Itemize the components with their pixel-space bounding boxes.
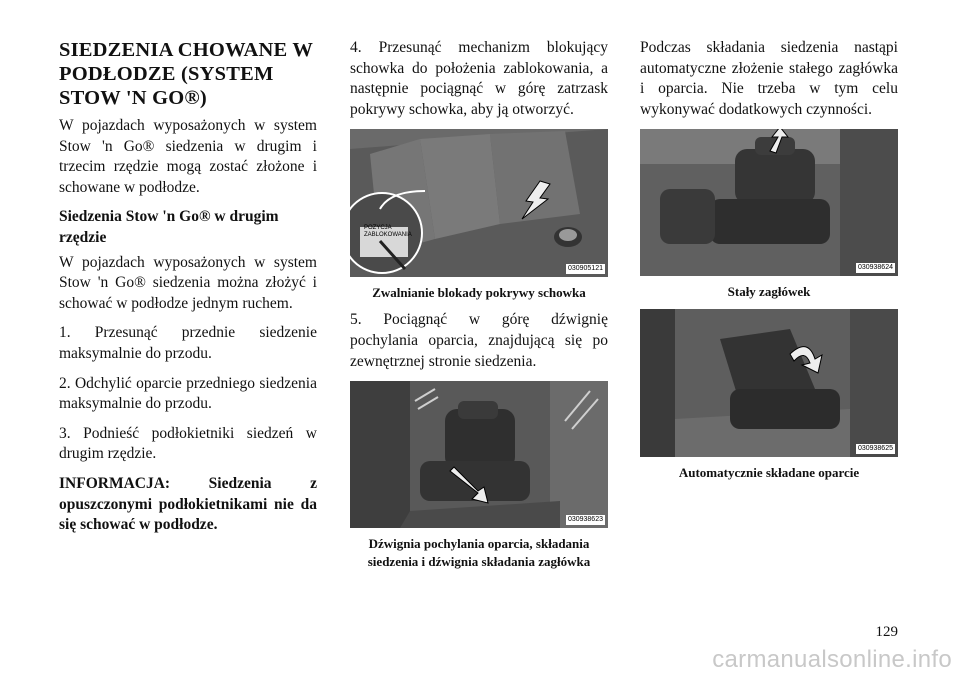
- figure-code: 030938624: [857, 264, 893, 272]
- col3-paragraph: Podczas składania siedzenia nastąpi automatyczne złożenie stałego zagłówka i oparcia. Nie trzeba w tym celu wykonywać dodatkowych czynności.: [640, 39, 898, 118]
- intro-paragraph: W pojazdach wyposażonych w system Stow 'n Go® siedzenia w drugim i trzecim rzędzie mogą zostać złożone i schowane w podłodze.: [59, 117, 317, 196]
- figure-caption: Dźwignia pochylania oparcia, składania siedzenia i dźwignia składania zagłówka: [367, 536, 591, 570]
- step-1: 1. Przesunąć przednie siedzenie maksymalnie do przodu.: [59, 324, 317, 362]
- section-heading: SIEDZENIA CHOWANE W PODŁODZE (SYSTEM STOW 'N GO®): [59, 39, 313, 109]
- figure-fixed-headrest: [640, 129, 898, 276]
- step-4: 4. Przesunąć mechanizm blokujący schowka do położenia zablokowania, a następnie pociągnąć w górę zatrzask pokrywy schowka, aby ją otworzyć.: [350, 39, 608, 118]
- storage-lid-illustration: [350, 129, 608, 277]
- figure-code: 030938625: [857, 445, 893, 453]
- step-5: 5. Pociągnąć w górę dźwignię pochylania oparcia, znajdującą się po zewnętrznej stronie siedzenia.: [350, 311, 608, 370]
- column-right: [640, 38, 898, 490]
- column-left: [59, 38, 317, 545]
- figure-storage-lid: [350, 129, 608, 277]
- subintro-paragraph: W pojazdach wyposażonych w system Stow 'n Go® siedzenia można złożyć i schować w podłodze jednym ruchem.: [59, 253, 317, 312]
- step-2: 2. Odchylić oparcie przedniego siedzenia maksymalnie do przodu.: [59, 374, 317, 413]
- figure-caption: Zwalnianie blokady pokrywy schowka: [372, 285, 586, 301]
- figure-recline-lever: [350, 381, 608, 528]
- figure-auto-fold-seatback: [640, 309, 898, 457]
- page-number: 129: [875, 624, 898, 640]
- subheading: Siedzenia Stow 'n Go® w drugim rzędzie: [59, 208, 279, 246]
- auto-fold-seatback-illustration: [640, 309, 898, 457]
- watermark: carmanualsonline.info: [712, 646, 952, 673]
- figure-inset-label: POZYCJA ZABLOKOWANIA: [364, 225, 412, 239]
- step-3: 3. Podnieść podłokietniki siedzeń w drugim rzędzie.: [59, 424, 317, 463]
- note-paragraph: INFORMACJA: Siedzenia z opuszczonymi podłokietnikami nie da się schować w podłodze.: [59, 474, 317, 534]
- figure-caption: Stały zagłówek: [727, 284, 811, 300]
- column-middle: [350, 38, 608, 579]
- recline-lever-illustration: [350, 381, 608, 528]
- figure-caption: Automatycznie składane oparcie: [678, 465, 860, 481]
- fixed-headrest-illustration: [640, 129, 898, 276]
- figure-code: 030938623: [567, 516, 603, 524]
- figure-code: 030905121: [567, 265, 603, 273]
